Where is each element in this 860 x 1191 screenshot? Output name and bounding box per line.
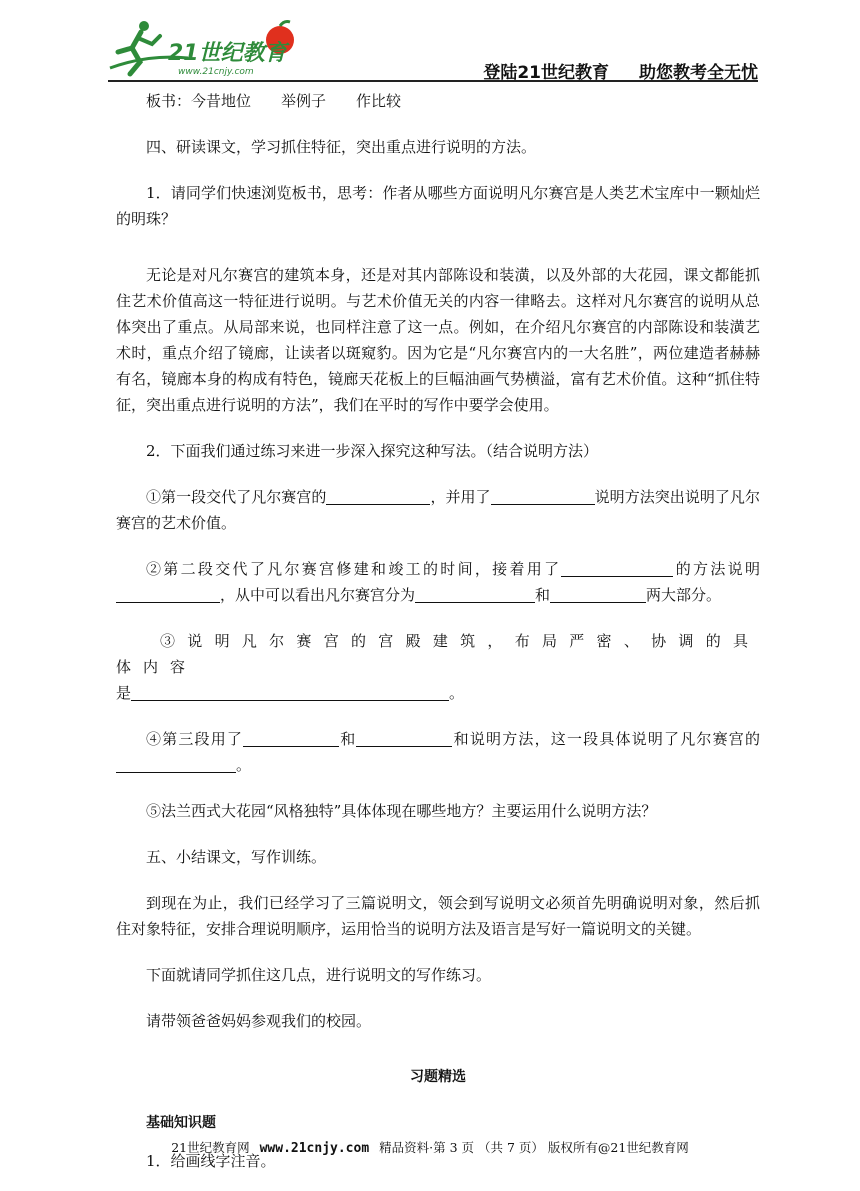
blank-5[interactable] xyxy=(415,584,535,603)
footer-site-link[interactable]: www.21cnjy.com xyxy=(259,1141,370,1156)
blank-7[interactable] xyxy=(131,682,449,701)
item-two: ②第二段交代了凡尔赛宫修建和竣工的时间，接着用了 的方法说明，从中可以看出凡尔赛宫分为 和 两大部分。 xyxy=(116,556,760,608)
logo-url: www.21cnjy.com xyxy=(178,67,254,77)
section-four-heading: 四、研读课文，学习抓住特征，突出重点进行说明的方法。 xyxy=(146,138,537,156)
document-body xyxy=(116,88,760,1174)
footer-brand: 21世纪教育网 xyxy=(171,1140,250,1155)
blank-4[interactable] xyxy=(116,584,220,603)
logo-text: 21世纪教育 xyxy=(168,41,287,66)
blank-2[interactable] xyxy=(491,486,595,505)
question-one: 1．请同学们快速浏览板书，思考：作者从哪些方面说明凡尔赛宫是人类艺术宝库中一颗灿烂的明珠？ xyxy=(116,184,760,228)
item-four: ④第三段用了 和 和说明方法，这一段具体说明了凡尔赛宫的。 xyxy=(116,726,760,778)
blank-6[interactable] xyxy=(550,584,646,603)
footer-page-info: 精品资料·第 3 页 （共 7 页） 版权所有@21世纪教育网 xyxy=(379,1140,689,1155)
item-three: ③说明凡尔赛宫的宫殿建筑，布局严密、协调的具体内容 是 。 xyxy=(116,632,760,702)
logo-21cnjy xyxy=(108,18,308,80)
practice-note: 下面就请同学抓住这几点，进行说明文的写作练习。 xyxy=(146,966,492,984)
section-five-heading: 五、小结课文，写作训练。 xyxy=(146,848,327,866)
answer-paragraph: 无论是对凡尔赛宫的建筑本身，还是对其内部陈设和装潢，以及外部的大花园，课文都能抓住艺术价值高这一特征进行说明。与艺术价值无关的内容一律略去。这样对凡尔赛宫的说明从总体突出了重点。从局部来说，也同样注意了这一点。例如，在介绍凡尔赛宫的内部陈设和装潢艺术时，重点介绍了镜廊，让读者以斑窥豹。因为它是“凡尔赛宫内的一大名胜”，两位建造者赫赫有名，镜廊本身的构成有特色，镜廊天花板上的巨幅油画气势横溢，富有艺术价值。这种“抓住特征，突出重点进行说明的方法”，我们在平时的写作中要学会使用。 xyxy=(116,266,760,414)
blank-3[interactable] xyxy=(561,558,673,577)
question-two: 2．下面我们通过练习来进一步深入探究这种写法。（结合说明方法） xyxy=(146,442,599,460)
blank-9[interactable] xyxy=(356,728,452,747)
slogan-left: 登陆21世纪教育 xyxy=(483,63,609,83)
header-rule xyxy=(108,80,758,82)
board-note: 板书：今昔地位 举例子 作比较 xyxy=(146,92,402,110)
item-one: ①第一段交代了凡尔赛宫的 ，并用了 说明方法突出说明了凡尔赛宫的艺术价值。 xyxy=(116,488,760,532)
page-header xyxy=(108,18,758,82)
basic-knowledge-heading: 基础知识题 xyxy=(146,1115,216,1131)
item-five: ⑤法兰西式大花园“风格独特”具体体现在哪些地方？主要运用什么说明方法？ xyxy=(146,802,657,820)
summary-paragraph: 到现在为止，我们已经学习了三篇说明文，领会到写说明文必须首先明确说明对象，然后抓住对象特征，安排合理说明顺序，运用恰当的说明方法及语言是写好一篇说明文的关键。 xyxy=(116,894,760,938)
blank-8[interactable] xyxy=(243,728,339,747)
exercises-title: 习题精选 xyxy=(410,1069,466,1085)
slogan-right: 助您教考全无忧 xyxy=(639,63,758,83)
blank-1[interactable] xyxy=(326,486,430,505)
writing-topic: 请带领爸爸妈妈参观我们的校园。 xyxy=(146,1012,372,1030)
exercise-one: 1．给画线字注音。 xyxy=(146,1152,276,1170)
page-footer xyxy=(0,1138,860,1156)
blank-10[interactable] xyxy=(116,754,236,773)
